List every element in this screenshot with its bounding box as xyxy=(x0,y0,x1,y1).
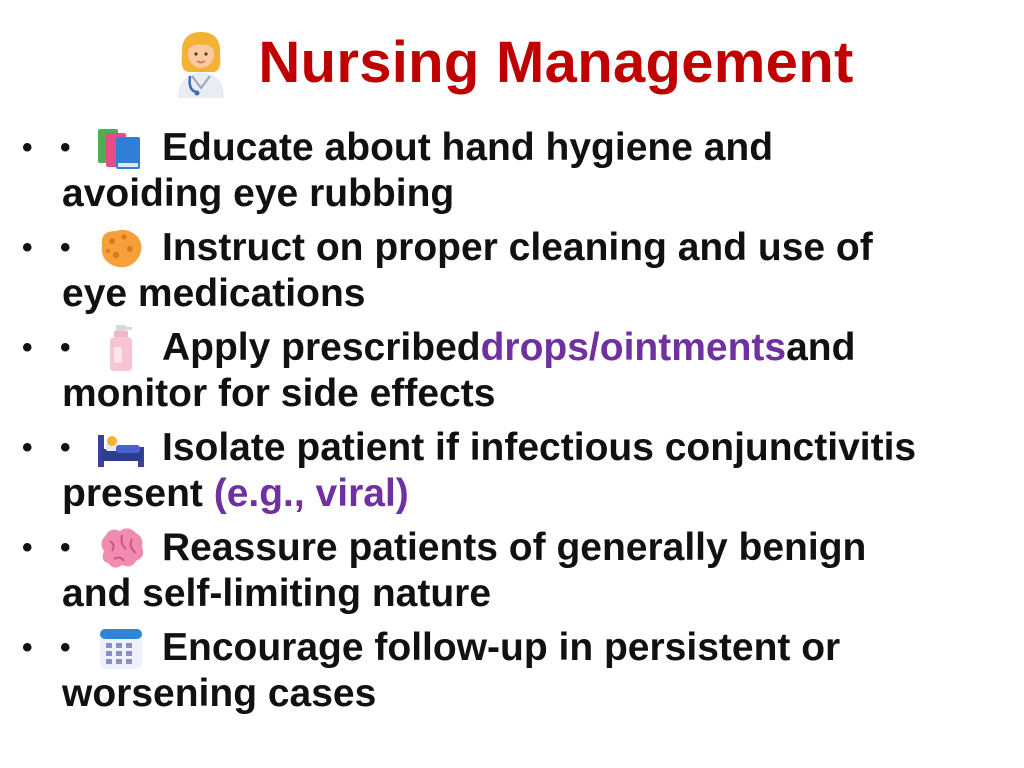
bullet: • xyxy=(60,531,71,564)
bullet: • xyxy=(22,431,33,464)
list-item: • • Isolate patient if infectious conjunctivitis present (e.g., viral) xyxy=(22,426,917,515)
bullet: • xyxy=(60,231,71,264)
page-title: Nursing Management xyxy=(258,29,854,95)
title-row xyxy=(0,22,1024,102)
bed-icon xyxy=(96,425,146,471)
brain-icon xyxy=(96,525,146,571)
bullet: • xyxy=(60,431,71,464)
bullet-list xyxy=(22,124,1012,724)
lotion-bottle-icon xyxy=(96,325,146,371)
list-item: • • Reassure patients of generally benign and self-limiting nature xyxy=(22,526,867,615)
books-icon xyxy=(96,125,146,171)
bullet: • xyxy=(22,131,33,164)
bullet: • xyxy=(22,531,33,564)
bullet: • xyxy=(22,231,33,264)
list-item: • • Encourage follow-up in persistent or worsening cases xyxy=(22,626,841,715)
list-item: • • Apply prescribed drops/ointments and monitor for side effects xyxy=(22,326,856,415)
calendar-icon xyxy=(96,625,146,671)
bullet: • xyxy=(22,331,33,364)
nurse-icon xyxy=(170,26,232,98)
bullet: • xyxy=(60,331,71,364)
list-item: • • Instruct on proper cleaning and use of eye medications xyxy=(22,226,873,315)
list-item: • • Educate about hand hygiene and avoiding eye rubbing xyxy=(22,126,774,215)
bullet: • xyxy=(60,631,71,664)
bullet: • xyxy=(22,631,33,664)
bullet: • xyxy=(60,131,71,164)
sponge-icon xyxy=(96,225,146,271)
